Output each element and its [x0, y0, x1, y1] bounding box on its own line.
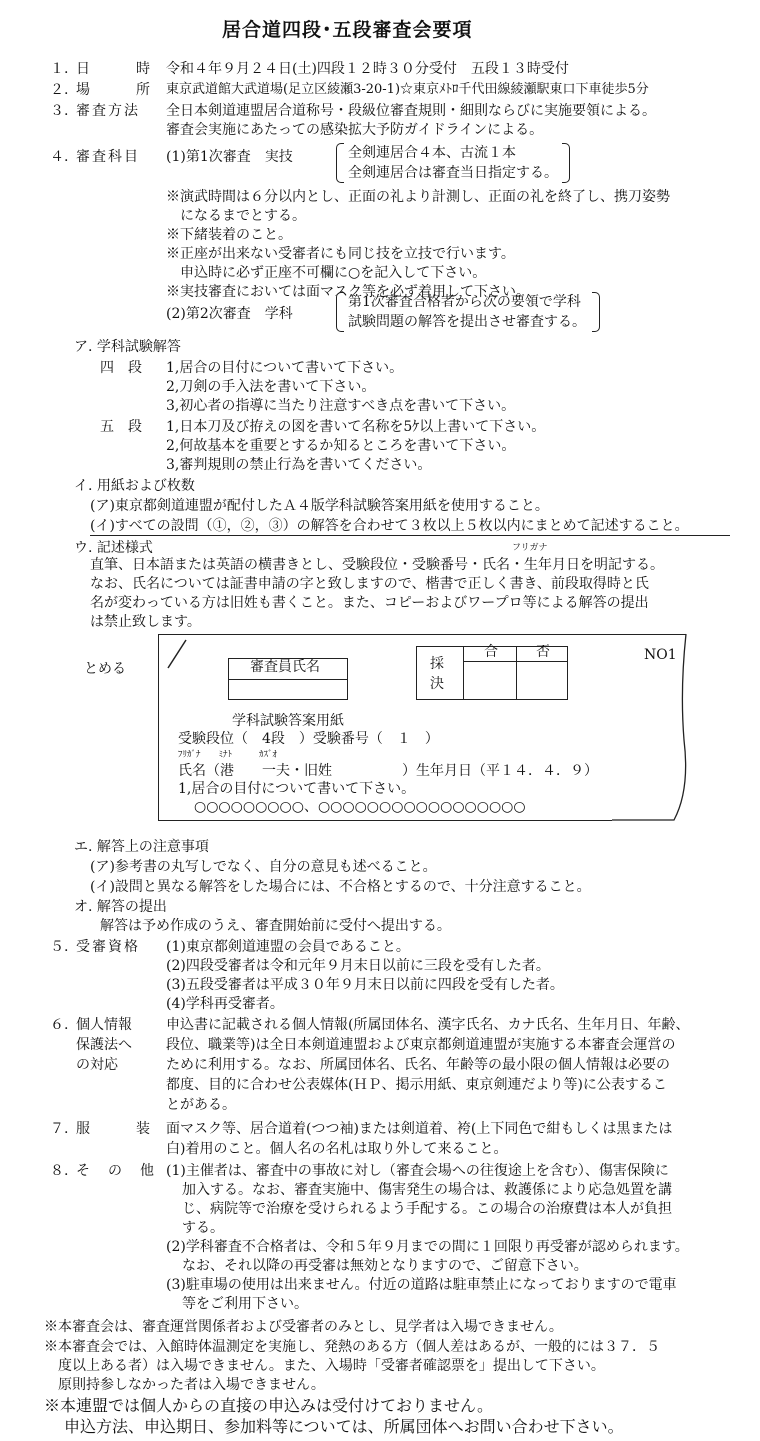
underline: [90, 535, 730, 536]
section-5-label: 受審資格: [76, 939, 140, 955]
privacy-text: 申込書に記載される個人情報(所属団体名、漢字氏名、カナ氏名、生年月日、年齢、: [166, 1017, 690, 1033]
bottom-note: 度以上ある者）は入場できません。また、入場時「受審者確認票を」提出して下さい。: [58, 1358, 605, 1374]
dan5-question: 3,審判規則の禁止行為を書いてください。: [166, 457, 432, 473]
eligibility-item: (2)四段受審者は令和元年９月末日以前に三段を受有した者。: [166, 958, 550, 974]
first-exam-label: (1)第1次審査 実技: [166, 149, 293, 165]
page-title: 居合道四段･五段審査会要項: [222, 19, 473, 41]
eligibility-item: (4)学科再受審者。: [166, 996, 284, 1012]
examiner-name-label: 審査員氏名: [250, 659, 320, 675]
sheet-number: NO1: [644, 647, 677, 663]
pass-label: 合: [484, 644, 498, 660]
other-text: なお、それ以降の再受審は無効となりますので、ご留意下さい。: [182, 1258, 588, 1274]
bottom-note: ※本審査会では、入館時体温測定を実施し、発熱のある方（個人差はあるが、一般的には３７．５: [44, 1339, 660, 1355]
sheet-rank-line: 受験段位（ 4段 ）受験番号（ １ ）: [178, 731, 439, 747]
dan5-question: 2,何故基本を重要とするか知るところを書いて下さい。: [166, 438, 516, 454]
dan4-question: 1,居合の目付について書いて下さい。: [166, 360, 404, 376]
exam-note: ※下緒装着のこと。: [166, 227, 292, 243]
section-3-line: 審査会実施にあたっての感染拡大予防ガイドラインによる。: [166, 122, 544, 138]
answer-caution: (イ)設問と異なる解答をした場合には、不合格とするので、十分注意すること。: [90, 879, 591, 895]
exam-note: ※実技審査においては面マスク等を必ず着用して下さい。: [166, 284, 530, 300]
format-text: 直筆、日本語または英語の横書きとし、受験段位・受験番号・氏名・生年月日を明記する。: [90, 557, 664, 573]
exam-note: ※正座が出来ない受審者にも同じ技を立技で行います。: [166, 246, 515, 262]
section-8-number: ８.: [50, 1163, 69, 1179]
section-3-line: 全日本剣道連盟居合道称号・段級位審査規則・細則ならびに実施要領による。: [166, 103, 656, 119]
section-7-label: 服 装: [76, 1121, 156, 1137]
section-1-label: 日 時: [76, 61, 156, 77]
exam-note: 申込時に必ず正座不可欄に○を記入して下さい。: [180, 265, 487, 281]
sheet-answer-line: ○○○○○○○○○、○○○○○○○○○○○○○○○○○: [194, 799, 526, 815]
paper-rule: (ア)東京都剣道連盟が配付したＡ４版学科試験答案用紙を使用すること。: [90, 498, 549, 514]
section-6-number: ６.: [50, 1017, 69, 1033]
privacy-text: とがある。: [166, 1097, 236, 1113]
paper-rule: (イ)すべての設問（①，②，③）の解答を合わせて３枚以上５枚以内にまとめて記述すること。: [90, 518, 689, 534]
other-text: (3)駐車場の使用は出来ません。付近の道路は駐車禁止になっておりますので電車: [166, 1277, 677, 1293]
attire-text: 面マスク等、居合道着(つつ袖)または剣道着、袴(上下同色で紺もしくは黒または: [166, 1121, 673, 1137]
first-exam-detail: 全剣連居合は審査当日指定する。: [348, 165, 558, 181]
privacy-text: 都度、目的に合わせ公表媒体(ＨＰ、掲示用紙、東京剣連だより等)に公表するこ: [166, 1077, 667, 1093]
section-2-number: ２.: [50, 82, 69, 98]
section-8-label: そ の 他: [76, 1163, 156, 1179]
subsection-a-heading: ア. 学科試験解答: [74, 339, 181, 355]
fail-label: 否: [536, 644, 550, 660]
section-6-label: 保護法へ: [76, 1037, 132, 1053]
answer-caution: (ア)参考書の丸写しでなく、自分の意見も述べること。: [90, 859, 437, 875]
format-text: 名が変わっている方は旧姓も書くこと。また、コピーおよびワープロ等による解答の提出: [90, 595, 649, 611]
dan5-label: 五 段: [100, 419, 142, 435]
staple-label: とめる: [84, 661, 126, 677]
section-4-label: 審査科目: [76, 149, 140, 165]
bracket-right: [562, 143, 570, 183]
dan4-label: 四 段: [100, 360, 142, 376]
furigana-ruby: フリガナ: [512, 543, 548, 553]
subsection-e-heading: エ. 解答上の注意事項: [74, 839, 209, 855]
section-1-text: 令和４年９月２４日(土)四段１２時３０分受付 五段１３時受付: [166, 61, 569, 77]
sheet-title: 学科試験答案用紙: [232, 713, 344, 729]
other-text: 加入する。なお、審査実施中、傷害発生の場合は、救護係により応急処置を講: [182, 1182, 672, 1198]
second-exam-detail: 試験問題の解答を提出させ審査する。: [348, 314, 586, 330]
other-text: 等をご利用下さい。: [182, 1296, 308, 1312]
eligibility-item: (1)東京都剣道連盟の会員であること。: [166, 939, 410, 955]
bottom-note: ※本審査会は、審査運営関係者および受審者のみとし、見学者は入場できません。: [44, 1319, 563, 1335]
sheet-name-line: 氏名（港 一夫・旧姓 ）生年月日（平１４．４．９）: [178, 763, 598, 779]
footer-note: ※本連盟では個人からの直接の申込みは受付けておりません。: [44, 1396, 493, 1415]
privacy-text: ために利用する。なお、所属団体名、氏名、年齢等の最小限の個人情報は必要の: [166, 1057, 670, 1073]
attire-text: 白)着用のこと。個人名の名札は取り外して来ること。: [166, 1141, 508, 1157]
second-exam-label: (2)第2次審査 学科: [166, 306, 293, 322]
footer-note: 申込方法、申込期日、参加料等については、所属団体へお問い合わせ下さい。: [64, 1417, 624, 1436]
section-7-number: ７.: [50, 1121, 69, 1137]
subsection-o-heading: オ. 解答の提出: [74, 899, 167, 915]
section-6-label: 個人情報: [76, 1017, 132, 1033]
bracket-right: [592, 292, 600, 332]
format-text: は禁止致します。: [90, 614, 201, 630]
dan4-question: 2,刀剣の手入法を書いて下さい。: [166, 379, 376, 395]
other-text: する。: [182, 1220, 224, 1236]
staple-mark: [160, 636, 190, 672]
section-5-number: ５.: [50, 939, 69, 955]
second-exam-detail: 第1次審査合格者から次の要領で学科: [348, 294, 581, 310]
format-text: なお、氏名については証書申請の字と致しますので、楷書で正しく書き、前段取得時と氏: [90, 576, 649, 592]
first-exam-detail: 全剣連居合４本、古流１本: [348, 145, 516, 161]
subsection-i-heading: イ. 用紙および枚数: [74, 478, 195, 494]
section-6-label: の対応: [76, 1057, 118, 1073]
sheet-question-line: 1,居合の目付について書いて下さい。: [178, 781, 416, 797]
sheet-furigana-line: ﾌﾘｶﾞﾅ ﾐﾅﾄ ｶｽﾞｵ: [178, 750, 278, 760]
section-1-number: １.: [50, 61, 69, 77]
other-text: じ、病院等で治療を受けられるよう手配する。この場合の治療費は本人が負担: [182, 1201, 672, 1217]
verdict-label: 採 決: [430, 656, 444, 692]
dan4-question: 3,初心者の指導に当たり注意すべき点を書いて下さい。: [166, 398, 516, 414]
bracket-left: [336, 292, 344, 332]
eligibility-item: (3)五段受審者は平成３０年９月末日以前に四段を受有した者。: [166, 977, 564, 993]
section-2-text: 東京武道館大武道場(足立区綾瀬3-20-1)☆東京ﾒﾄﾛ千代田線綾瀬駅東口下車徒歩5分: [166, 82, 649, 97]
section-3-label: 審査方法: [76, 103, 140, 119]
exam-note: ※演武時間は６分以内とし、正面の礼より計測し、正面の礼を終了し、携刀姿勢: [166, 189, 670, 205]
exam-note: になるまでとする。: [180, 208, 306, 224]
section-4-number: ４.: [50, 149, 69, 165]
section-3-number: ３.: [50, 103, 69, 119]
dan5-question: 1,日本刀及び拵えの図を書いて名称を5ｹ以上書いて下さい。: [166, 419, 546, 435]
other-text: (1)主催者は、審査中の事故に対し（審査会場への往復途上を含む）、傷害保険に: [166, 1163, 669, 1179]
section-2-label: 場 所: [76, 82, 156, 98]
other-text: (2)学科審査不合格者は、令和５年９月までの間に１回限り再受審が認められます。: [166, 1239, 689, 1255]
bottom-note: 原則持参しなかった者は入場できません。: [58, 1377, 325, 1393]
bracket-left: [336, 143, 344, 183]
privacy-text: 段位、職業等)は全日本剣道連盟および東京都剣道連盟が実施する本審査会運営の: [166, 1037, 676, 1053]
submission-text: 解答は予め作成のうえ、審査開始前に受付へ提出する。: [100, 918, 451, 934]
subsection-u-heading: ウ. 記述様式: [74, 540, 153, 556]
